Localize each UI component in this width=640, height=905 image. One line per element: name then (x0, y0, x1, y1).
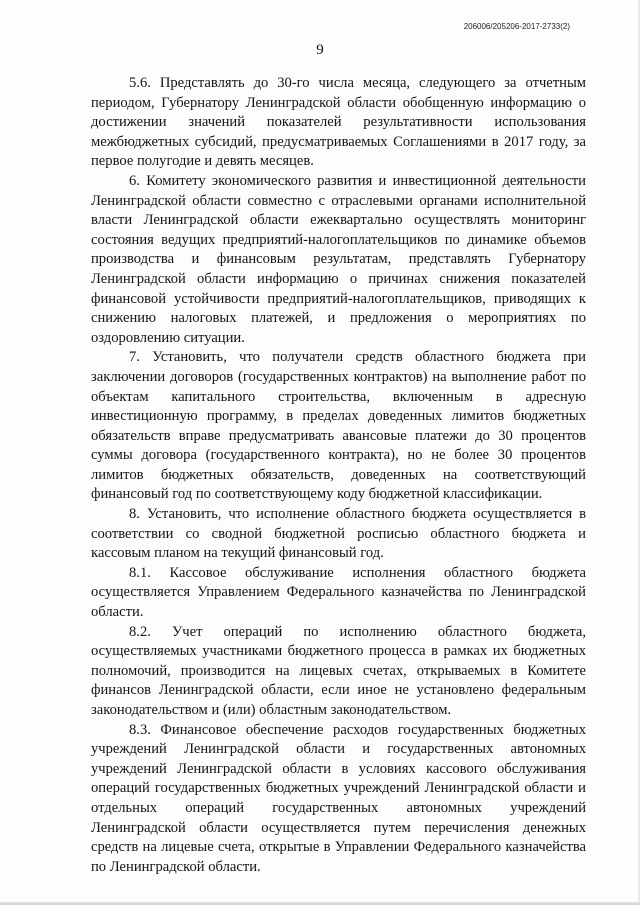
paragraph-6: 6. Комитету экономического развития и инвестиционной деятельности Ленинградской области совместно с отраслевыми органами исполнительной власти Ленинградской области ежеквартально осуществлять мониторинг состояния ведущих предприятий-налогоплательщиков по динамике объемов производства и финансовым результатам, представлять Губернатору Ленинградской области информацию о причинах снижения показателей финансовой устойчивости предприятий-налогоплательщиков, приводящих к снижению налоговых платежей, и предложения о мероприятиях по оздоровлению ситуации. (91, 172, 586, 346)
paragraph-8-3: 8.3. Финансовое обеспечение расходов государственных бюджетных учреждений Ленинградской области и государственных автономных учреждений Ленинградской области в условиях кассового обслуживания операций государственных бюджетных учреждений Ленинградской области и отдельных операций государственных автономных учреждений Ленинградской области осуществляется путем перечисления денежных средств на лицевые счета, открытые в Управлении Федерального казначейства по Ленинградской области. (91, 721, 586, 875)
paragraph-8: 8. Установить, что исполнение областного бюджета осуществляется в соответствии со сводной бюджетной росписью областного бюджета и кассовым планом на текущий финансовый год. (91, 506, 586, 562)
paragraph-8-1: 8.1. Кассовое обслуживание исполнения областного бюджета осуществляется Управлением Федерального казначейства по Ленинградской области. (91, 564, 586, 621)
document-body (91, 74, 586, 877)
document-registration-number: 206006/205206-2017-2733(2) (463, 22, 570, 31)
paragraph-7: 7. Установить, что получатели средств областного бюджета при заключении договоров (государственных контрактов) на выполнение работ по объектам капитального строительства, включенным в адресную инвестиционную программу, в пределах доведенных лимитов бюджетных обязательств вправе предусматривать авансовые платежи до 30 процентов суммы договора (государственного контракта), но не более 30 процентов лимитов бюджетных обязательств, доведенных на соответствующий финансовый год по соответствующему коду бюджетной классификации. (91, 349, 586, 503)
paragraph-5-6: 5.6. Представлять до 30-го числа месяца, следующего за отчетным периодом, Губернатору Ленинградской области обобщенную информацию о достижении значений показателей результативности использования межбюджетных субсидий, предусматриваемых Соглашениями в 2017 году, за первое полугодие и девять месяцев. (91, 75, 586, 170)
page-number: 9 (316, 42, 324, 58)
paragraph-8-2: 8.2. Учет операций по исполнению областного бюджета, осуществляемых участниками бюджетного процесса в рамках их бюджетных полномочий, производится на лицевых счетах, открываемых в Комитете финансов Ленинградской области, если иное не установлено федеральным законодательством и (или) областным законодательством. (91, 623, 586, 718)
